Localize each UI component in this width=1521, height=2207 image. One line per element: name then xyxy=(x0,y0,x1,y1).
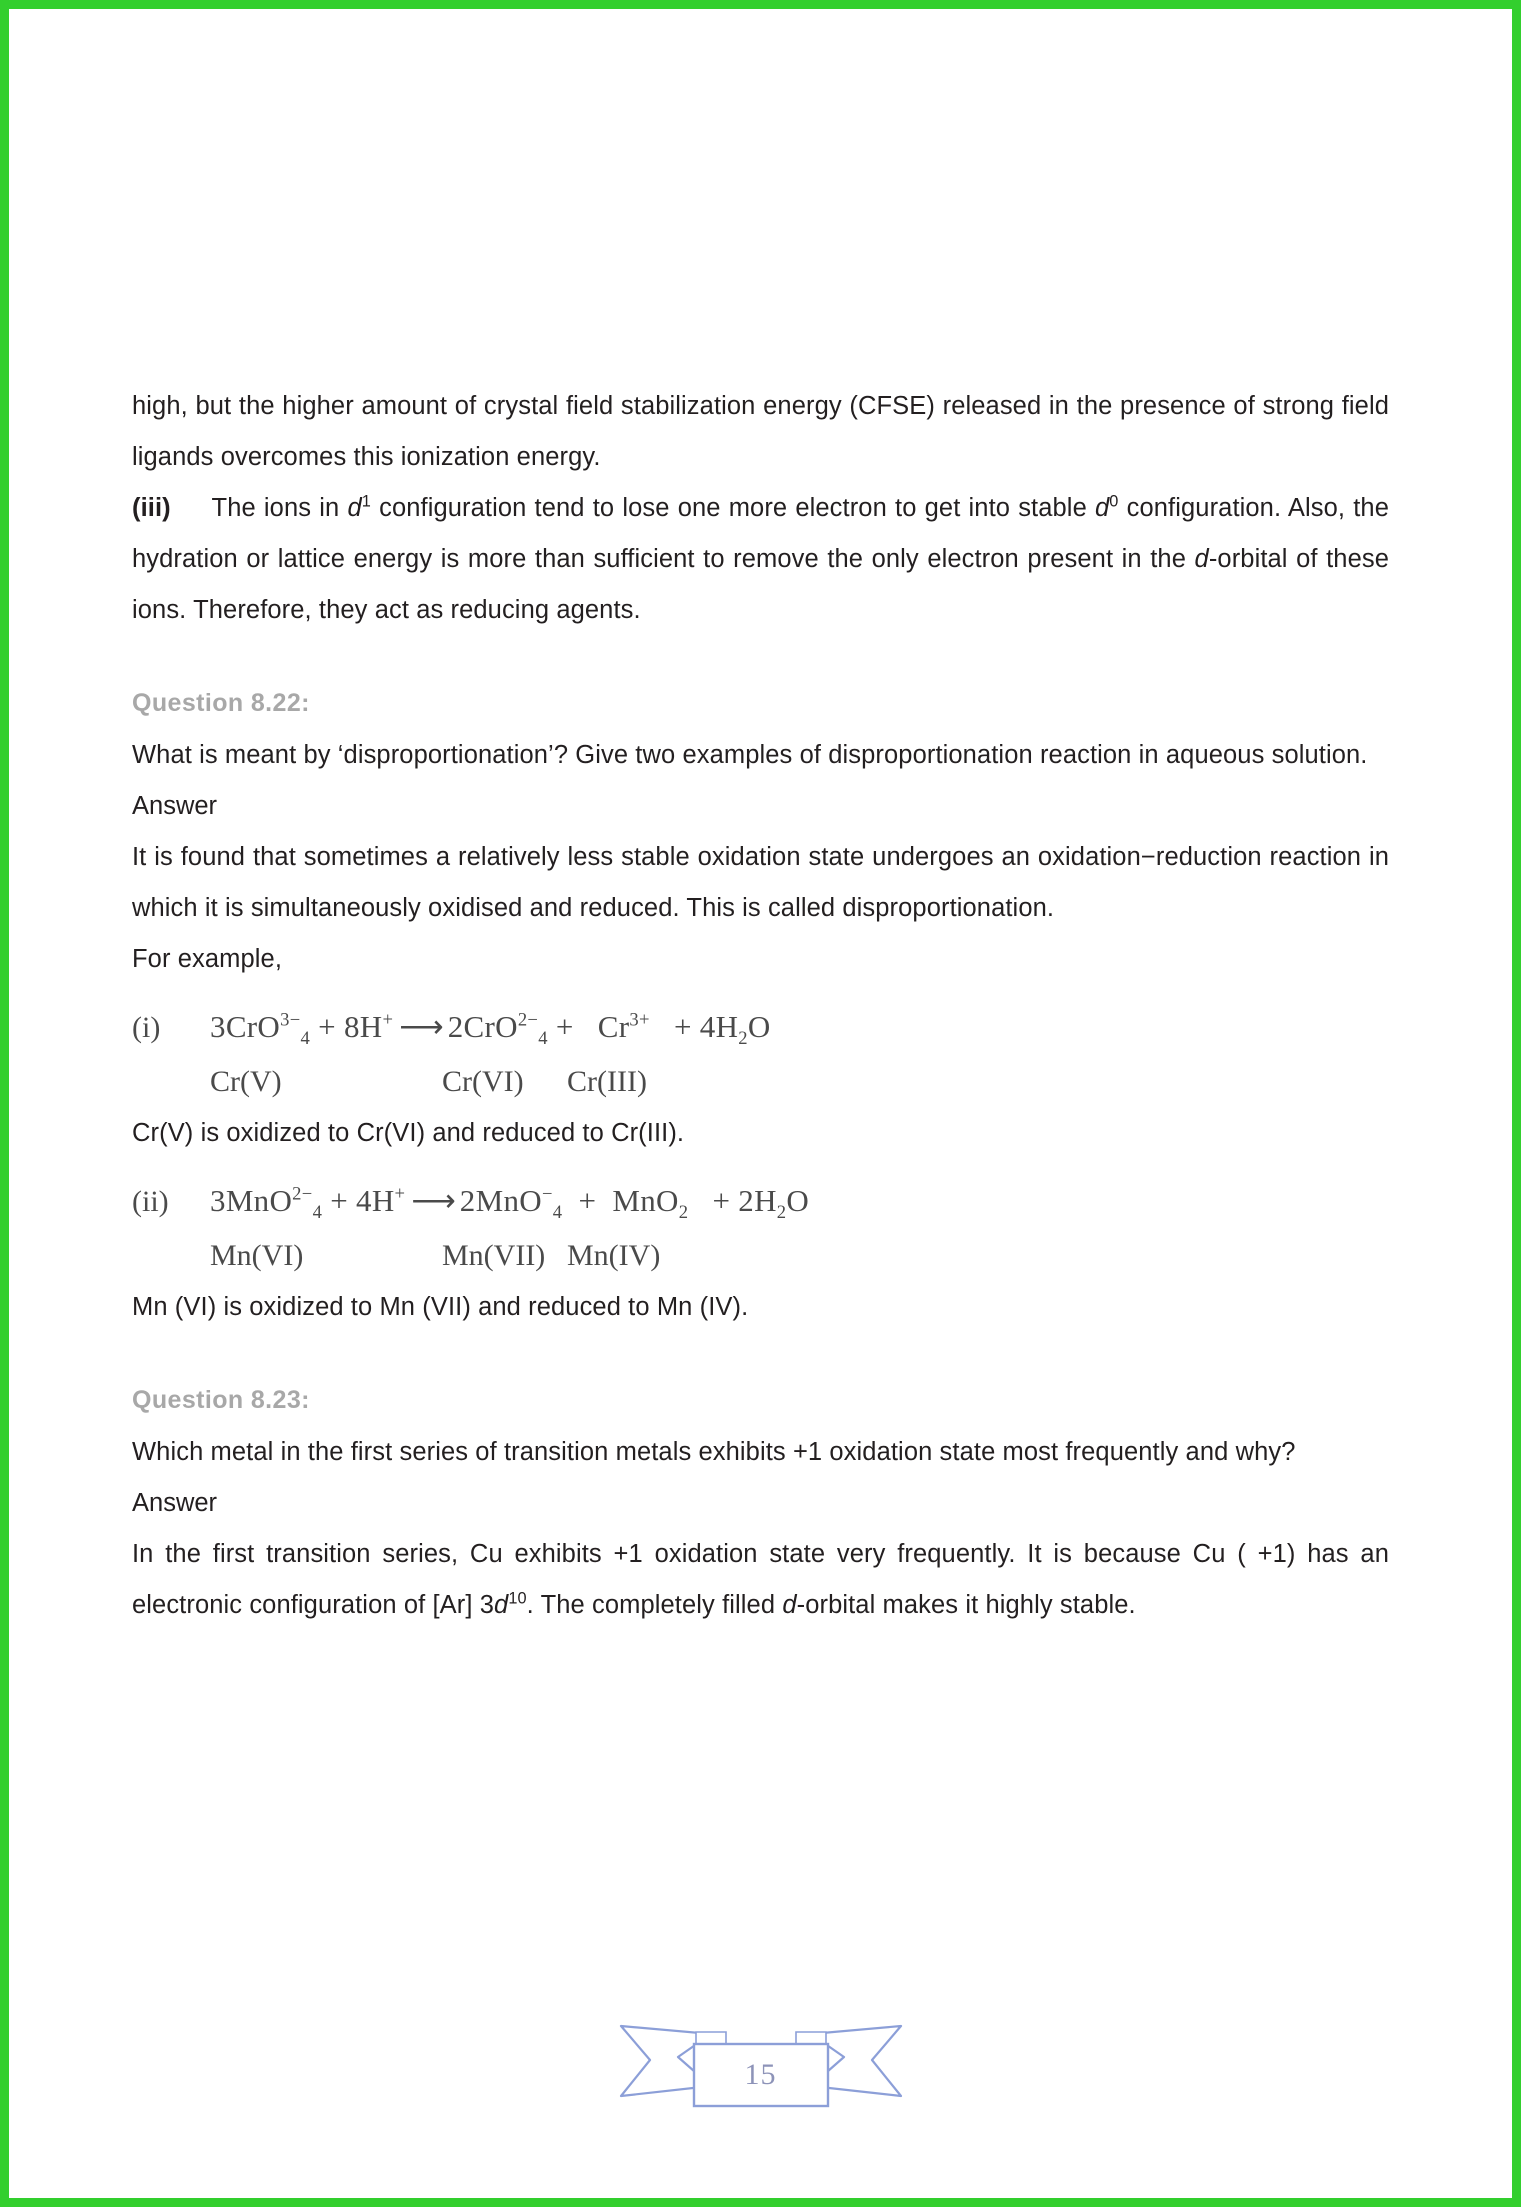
ribbon-banner-icon xyxy=(616,2002,906,2112)
equation-i-line xyxy=(132,999,1389,1056)
eq-i-product3: + 4H xyxy=(649,1009,739,1044)
answer-8-23-sup-1: 10 xyxy=(508,1589,527,1608)
eq-ii-formula: MnO xyxy=(225,1183,293,1218)
equation-block-ii xyxy=(132,1173,1389,1282)
eq-ii-product2-sub: 2 xyxy=(678,1202,689,1224)
point-iii-label: (iii) xyxy=(132,494,171,522)
equation-ii-oxidation-states xyxy=(132,1230,1389,1282)
point-iii-part2: configuration tend to lose one more electron to get into stable xyxy=(370,494,1095,522)
eq-i-sup: 3− xyxy=(280,1009,301,1031)
point-iii-sup-1: 1 xyxy=(361,492,371,511)
eq-ii-product3-sub: 2 xyxy=(776,1202,787,1224)
answer-label-8-22: Answer xyxy=(132,792,218,820)
question-heading-8-23: Question 8.23: xyxy=(132,1386,310,1414)
page-number-label: 15 xyxy=(744,2058,777,2091)
equation-block-i xyxy=(132,999,1389,1108)
point-iii-part1: The ions in xyxy=(211,494,348,522)
eq-ii-plus1: + 4H xyxy=(322,1183,395,1218)
question-text-8-22: What is meant by ‘disproportionation’? Give two examples of disproportionation reaction in aqueous solution. xyxy=(132,741,1368,769)
spacer-before-equation-i xyxy=(132,985,1389,999)
eq-i-product1-sub: 4 xyxy=(538,1028,548,1050)
point-iii-symbol-d3: d xyxy=(1194,545,1209,573)
eq-i-sub: 4 xyxy=(300,1028,311,1050)
page-number-ribbon xyxy=(616,2002,906,2112)
eq-i-plus1: + 8H xyxy=(310,1009,383,1044)
answer-paragraph-8-23 xyxy=(132,1529,1389,1631)
eq-i-plus1-sup: + xyxy=(382,1009,394,1031)
equation-ii-line xyxy=(132,1173,1389,1230)
eq-i-formula: CrO xyxy=(225,1009,281,1044)
eq-ii-state-2: Mn(VII) xyxy=(442,1239,546,1272)
answer-8-23-symbol-d2: d xyxy=(782,1591,797,1619)
point-iii-part4: -orbital of these ions. Therefore, they act as reducing agents. xyxy=(132,545,1389,624)
eq-ii-product1: 2MnO xyxy=(459,1183,542,1218)
eq-ii-product3: + 2H xyxy=(688,1183,777,1218)
point-iii-part3: configuration. Also, the hydration or lattice energy is more than sufficient to remove the only electron present in the xyxy=(132,494,1389,573)
answer-paragraph-8-22: It is found that sometimes a relatively less stable oxidation state undergoes an oxidation−reduction reaction in which it is simultaneously oxidised and reduced. This is called disproportionation. xyxy=(132,843,1389,922)
spacer-before-equation-ii xyxy=(132,1159,1389,1173)
point-iii-paragraph xyxy=(132,483,1389,636)
continued-paragraph: high, but the higher amount of crystal field stabilization energy (CFSE) released in the presence of strong field ligands overcomes this ionization energy. xyxy=(132,392,1389,471)
caption-equation-ii: Mn (VI) is oxidized to Mn (VII) and reduced to Mn (IV). xyxy=(132,1293,749,1321)
point-iii-symbol-d2: d xyxy=(1095,494,1110,522)
point-iii-symbol-d1: d xyxy=(347,494,362,522)
eq-ii-coeff: 3 xyxy=(210,1183,226,1218)
question-heading-8-22: Question 8.22: xyxy=(132,689,310,717)
eq-i-coeff: 3 xyxy=(210,1009,226,1044)
equation-ii-roman: (ii) xyxy=(132,1185,169,1218)
caption-equation-i: Cr(V) is oxidized to Cr(VI) and reduced to Cr(III). xyxy=(132,1119,685,1147)
page-number-ribbon-wrap xyxy=(9,2002,1512,2112)
eq-ii-state-1: Mn(VI) xyxy=(210,1239,304,1272)
eq-ii-arrow-icon: ⟶ xyxy=(411,1183,454,1218)
eq-i-product2-sup: 3+ xyxy=(629,1009,650,1031)
answer-8-23-part2: . The completely filled xyxy=(526,1591,783,1619)
eq-i-product3-tail: O xyxy=(747,1009,771,1044)
eq-i-product3-sub: 2 xyxy=(738,1028,748,1050)
point-iii-sup-2: 0 xyxy=(1109,492,1119,511)
equation-i-expression xyxy=(210,999,771,1055)
point-iii-spacer xyxy=(171,494,212,522)
question-text-8-23: Which metal in the first series of transition metals exhibits +1 oxidation state most frequently and why? xyxy=(132,1438,1296,1466)
answer-label-8-23: Answer xyxy=(132,1489,218,1517)
eq-i-state-1: Cr(V) xyxy=(210,1065,282,1098)
eq-ii-sub: 4 xyxy=(312,1202,323,1224)
eq-ii-product1-sup: − xyxy=(541,1183,553,1205)
eq-i-state-2: Cr(VI) xyxy=(442,1065,524,1098)
page-inner xyxy=(9,9,1512,2198)
eq-i-arrow-icon: ⟶ xyxy=(399,1009,442,1044)
eq-i-product1-sup: 2− xyxy=(517,1009,539,1031)
answer-8-23-symbol-d1: d xyxy=(494,1591,509,1619)
eq-ii-sup: 2− xyxy=(292,1183,313,1205)
equation-ii-expression xyxy=(210,1173,809,1229)
eq-ii-product1-sub: 4 xyxy=(552,1202,563,1224)
equation-i-oxidation-states xyxy=(132,1056,1389,1108)
eq-ii-plus1-sup: + xyxy=(394,1183,406,1205)
document-content xyxy=(132,9,1389,1631)
eq-ii-state-3: Mn(IV) xyxy=(567,1239,661,1272)
eq-i-state-3: Cr(III) xyxy=(567,1065,647,1098)
eq-ii-product3-tail: O xyxy=(786,1183,810,1218)
eq-ii-product2: + MnO xyxy=(562,1183,679,1218)
for-example-line: For example, xyxy=(132,945,283,973)
eq-i-product1: 2CrO xyxy=(447,1009,518,1044)
equation-i-roman: (i) xyxy=(132,1011,161,1044)
answer-8-23-part3: -orbital makes it highly stable. xyxy=(796,1591,1136,1619)
eq-i-product2: + Cr xyxy=(547,1009,630,1044)
answer-8-23-part1: In the first transition series, Cu exhibits +1 oxidation state very frequently. It is because Cu ( +1) has an electronic configuration of [Ar] 3 xyxy=(132,1540,1389,1619)
